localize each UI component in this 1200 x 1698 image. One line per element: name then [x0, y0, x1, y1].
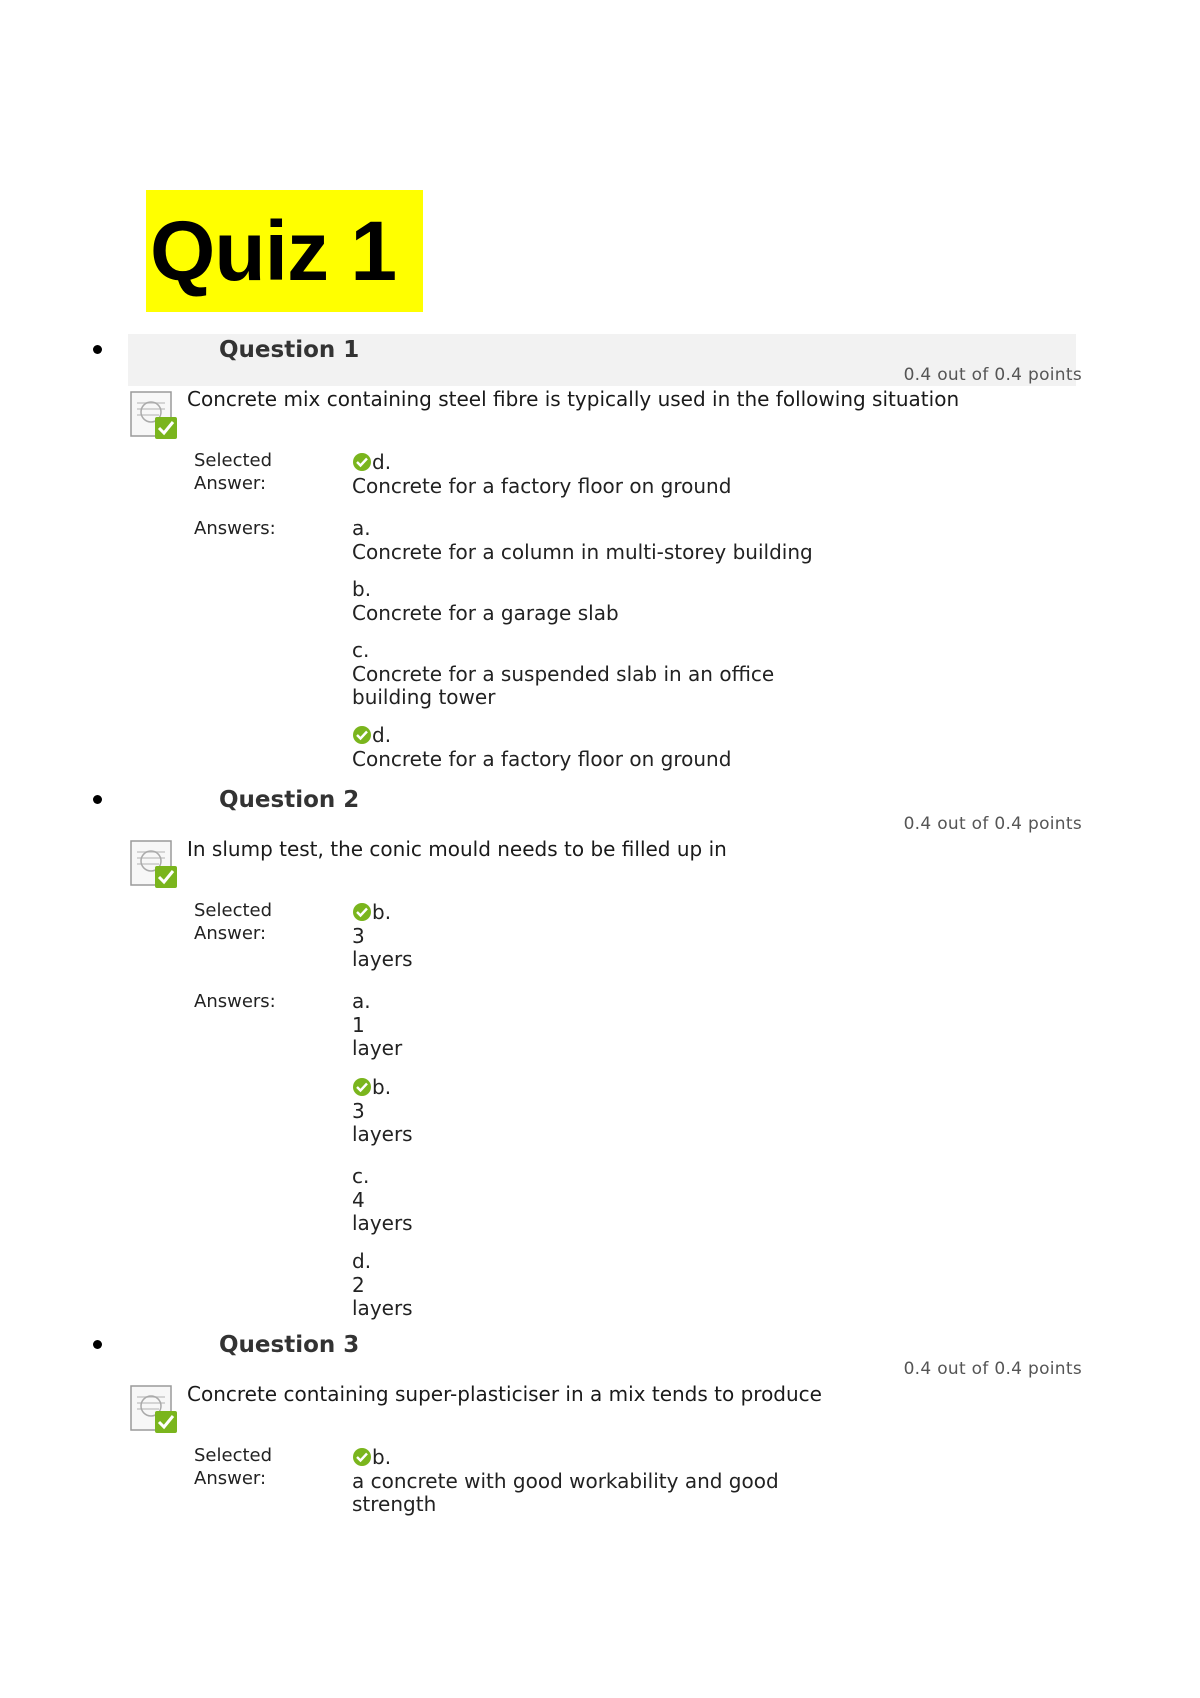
- answers-label: Answers:: [194, 518, 276, 539]
- question-1-option-a: a. Concrete for a column in multi-storey building: [352, 516, 813, 564]
- question-3-title: Question 3: [219, 1332, 360, 1358]
- selected-answer-label: Selected Answer:: [194, 450, 273, 494]
- question-3-points: 0.4 out of 0.4 points: [903, 1359, 1082, 1379]
- answers-label: Answers:: [194, 991, 276, 1012]
- question-1-option-b: b. Concrete for a garage slab: [352, 577, 619, 625]
- bullet: [93, 795, 102, 804]
- correct-check-icon: [352, 452, 372, 472]
- question-3-text: Concrete containing super-plasticiser in a mix tends to produce: [187, 1382, 822, 1406]
- correct-check-icon: [352, 725, 372, 745]
- question-2-text: In slump test, the conic mould needs to be filled up in: [187, 837, 727, 861]
- question-1-title: Question 1: [219, 337, 360, 363]
- selected-answer-label: Selected Answer:: [194, 900, 273, 944]
- question-1-selected-answer: d. Concrete for a factory floor on ground: [352, 450, 732, 498]
- bullet: [93, 1340, 102, 1349]
- question-1-text: Concrete mix containing steel fibre is typically used in the following situation: [187, 387, 960, 411]
- question-2-option-c: c. 4 layers: [352, 1164, 413, 1235]
- quiz-title: Quiz 1: [150, 204, 397, 298]
- correct-document-icon: [129, 1383, 181, 1435]
- question-1-points: 0.4 out of 0.4 points: [903, 365, 1082, 385]
- correct-check-icon: [352, 1447, 372, 1467]
- question-2-option-b: b. 3 layers: [352, 1075, 413, 1146]
- correct-document-icon: [129, 838, 181, 890]
- question-2-points: 0.4 out of 0.4 points: [903, 814, 1082, 834]
- question-2-option-d: d. 2 layers: [352, 1249, 413, 1320]
- question-1-option-d: d. Concrete for a factory floor on ground: [352, 723, 732, 771]
- selected-answer-label: Selected Answer:: [194, 1445, 273, 1489]
- question-2-selected-answer: b. 3 layers: [352, 900, 413, 971]
- correct-document-icon: [129, 389, 181, 441]
- question-3-selected-answer: b. a concrete with good workability and good strength: [352, 1445, 779, 1516]
- question-2-option-a: a. 1 layer: [352, 989, 403, 1060]
- correct-check-icon: [352, 1077, 372, 1097]
- bullet: [93, 345, 102, 354]
- correct-check-icon: [352, 902, 372, 922]
- question-1-option-c: c. Concrete for a suspended slab in an office building tower: [352, 638, 775, 709]
- question-2-title: Question 2: [219, 787, 360, 813]
